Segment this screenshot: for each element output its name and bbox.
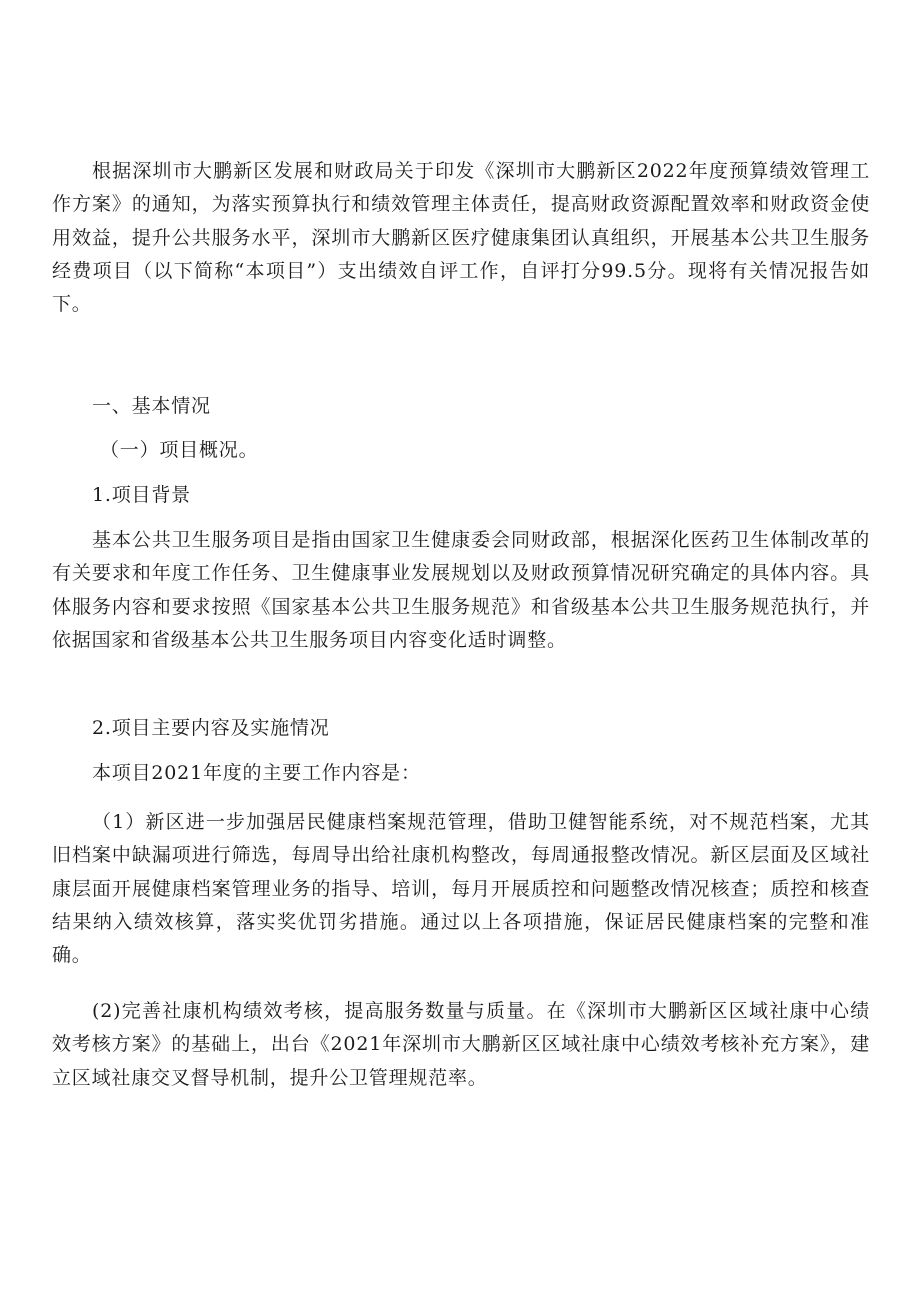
measure-1-paragraph: （1）新区进一步加强居民健康档案规范管理，借助卫健智能系统，对不规范档案，尤其旧档案中缺漏项进行筛选，每周导出给社康机构整改，每周通报整改情况。新区层面及区域社康层面开展健康档案管理业务的指导、培训，每月开展质控和问题整改情况核查；质控和核查结果纳入绩效核算，落实奖优罚劣措施。通过以上各项措施，保证居民健康档案的完整和准确。: [52, 811, 870, 967]
item-heading-main-content: 2.项目主要内容及实施情况: [92, 717, 330, 739]
measure-2-paragraph: (2)完善社康机构绩效考核，提高服务数量与质量。在《深圳市大鹏新区区域社康中心绩效考核方案》的基础上，出台《2021年深圳市大鹏新区区域社康中心绩效考核补充方案》，建立区域社康交叉督导机制，提升公卫管理规范率。: [52, 1000, 870, 1089]
subsection-heading-project-overview: （一）项目概况。: [100, 439, 259, 461]
intro-paragraph: 根据深圳市大鹏新区发展和财政局关于印发《深圳市大鹏新区2022年度预算绩效管理工作方案》的通知，为落实预算执行和绩效管理主体责任，提高财政资源配置效率和财政资金使用效益，提升公共服务水平，深圳市大鹏新区医疗健康集团认真组织，开展基本公共卫生服务经费项目（以下简称“本项目”）支出绩效自评工作，自评打分99.5分。现将有关情况报告如下。: [52, 160, 870, 316]
main-content-lead: 本项目2021年度的主要工作内容是：: [92, 762, 421, 784]
project-background-paragraph: 基本公共卫生服务项目是指由国家卫生健康委会同财政部，根据深化医药卫生体制改革的有关要求和年度工作任务、卫生健康事业发展规划以及财政预算情况研究确定的具体内容。具体服务内容和要求按照《国家基本公共卫生服务规范》和省级基本公共卫生服务规范执行，并依据国家和省级基本公共卫生服务项目内容变化适时调整。: [52, 529, 870, 651]
item-heading-project-background: 1.项目背景: [92, 484, 191, 506]
section-heading-basic-info: 一、基本情况: [92, 395, 211, 417]
